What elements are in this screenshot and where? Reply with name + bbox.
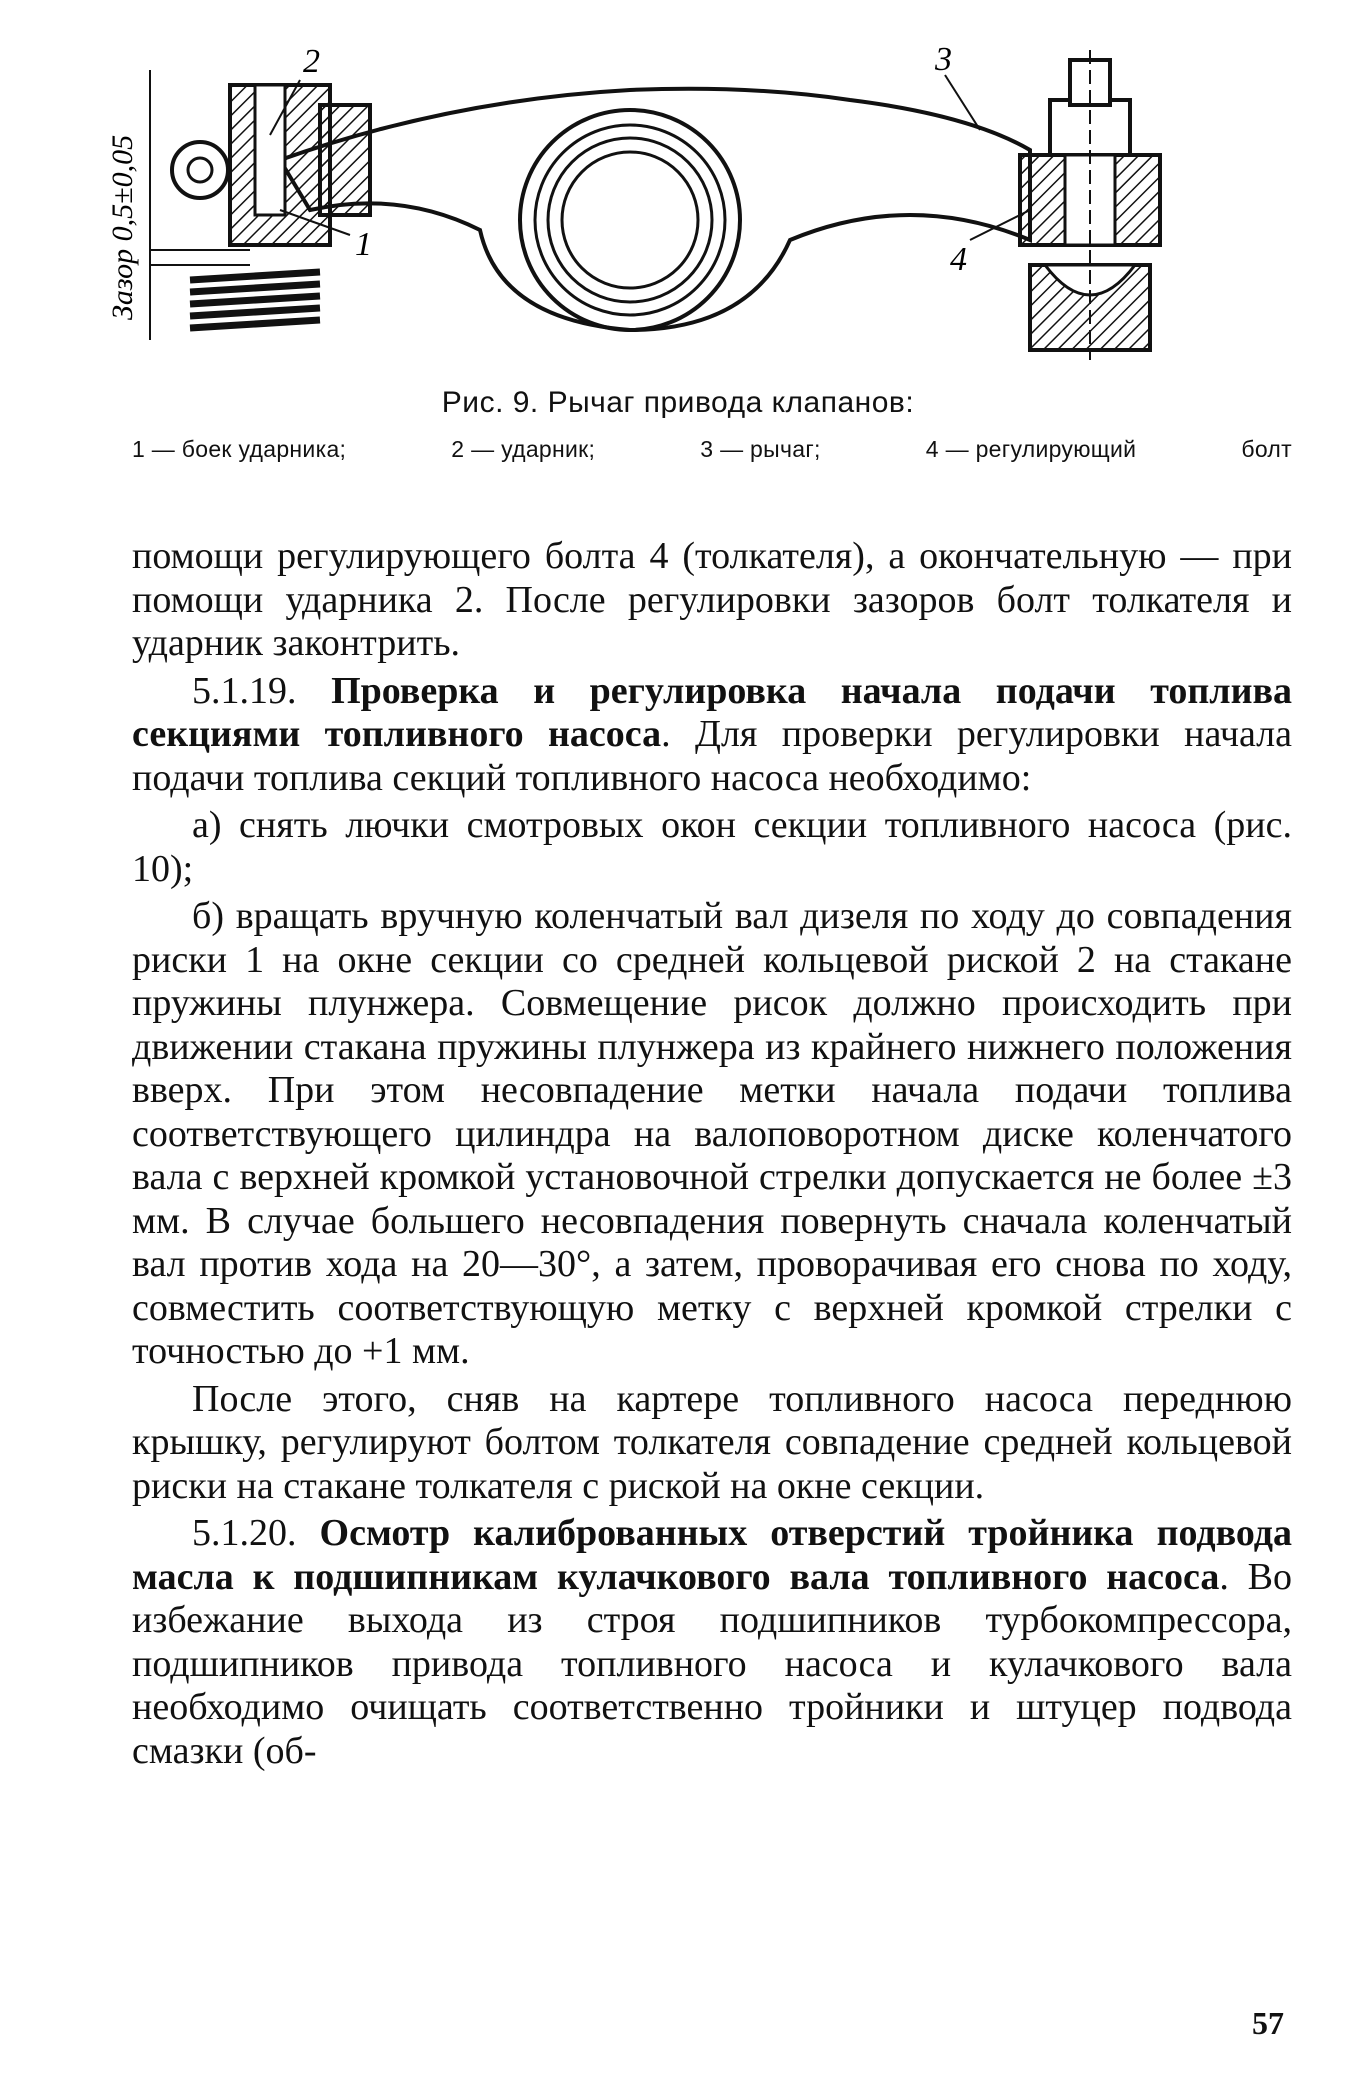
- callout-3: 3: [935, 41, 952, 78]
- callout-2: 2: [303, 43, 320, 80]
- page-number: 57: [1252, 2005, 1284, 2041]
- list-item-a: а) снять лючки смотровых окон секции топливного насоса (рис. 10);: [132, 804, 1292, 890]
- callout-4: 4: [950, 241, 967, 278]
- paragraph-continued: помощи регулирующего болта 4 (толкателя), а окончательную — при помощи ударника 2. После регулировки зазоров болт толкателя и ударник законтрить.: [132, 535, 1292, 664]
- section-text: . Для проверки регулировки начала подачи топлива секций топливного насоса необходимо:: [132, 713, 1292, 799]
- section-heading: Проверка и регулировка начала подачи топлива секциями топливного насоса: [132, 669, 1292, 755]
- list-item-b: б) вращать вручную коленчатый вал дизеля по ходу до совпадения риски 1 на окне секции со средней кольцевой риской 2 на стакане пружины плунжера. Совмещение рисок должно происходить при движении стакана пружины плунжера из крайнего нижнего положения вверх. При этом несовпадение метки начала подачи топлива соответствующего цилиндра на валоповоротном диске коленчатого вала с верхней кромкой установочной стрелки допускается не более ±3 мм. В случае большего несовпадения повернуть сначала коленчатый вал против хода на 20—30°, а затем, проворачивая его снова по ходу, совместить соответствующую метку с верхней кромкой стрелки с точностью до +1 мм.: [132, 895, 1292, 1372]
- legend-item-4: 4 — регулирующий: [925, 436, 1137, 462]
- callout-1: 1: [355, 226, 372, 263]
- section-number: 5.1.19.: [192, 669, 332, 712]
- figure-caption: Рис. 9. Рычаг привода клапанов:: [441, 386, 915, 419]
- hub-bearing: [520, 110, 740, 330]
- rocker-arm-drawing: [106, 40, 1250, 370]
- gap-label: Зазор 0,5±0,05: [106, 134, 139, 320]
- section-5-1-19: [132, 670, 1292, 801]
- section-number: 5.1.20.: [192, 1512, 320, 1554]
- body-text: [132, 535, 1292, 1777]
- section-heading: Осмотр калиброванных отверстий тройника подвода масла к подшипникам кулачкового вала топливного насоса: [132, 1512, 1292, 1598]
- section-text: . Во избежание выхода из строя подшипников турбокомпрессора, подшипников привода топливного насоса и кулачкового вала необходимо очищать соответственно тройники и штуцер подвода смазки (об-: [132, 1555, 1292, 1772]
- legend-item-1: 1 — боек ударника;: [132, 436, 347, 462]
- legend-item-2: 2 — ударник;: [451, 436, 596, 462]
- legend-item-3: 3 — рычаг;: [700, 436, 821, 462]
- legend-item-4b: болт: [1241, 436, 1292, 462]
- section-5-1-20: [132, 1512, 1292, 1773]
- paragraph-after: После этого, сняв на картере топливного насоса переднюю крышку, регулируют болтом толкателя совпадение средней кольцевой риски на стакане толкателя с риской на окне секции.: [132, 1377, 1292, 1507]
- figure-legend: [132, 436, 1292, 463]
